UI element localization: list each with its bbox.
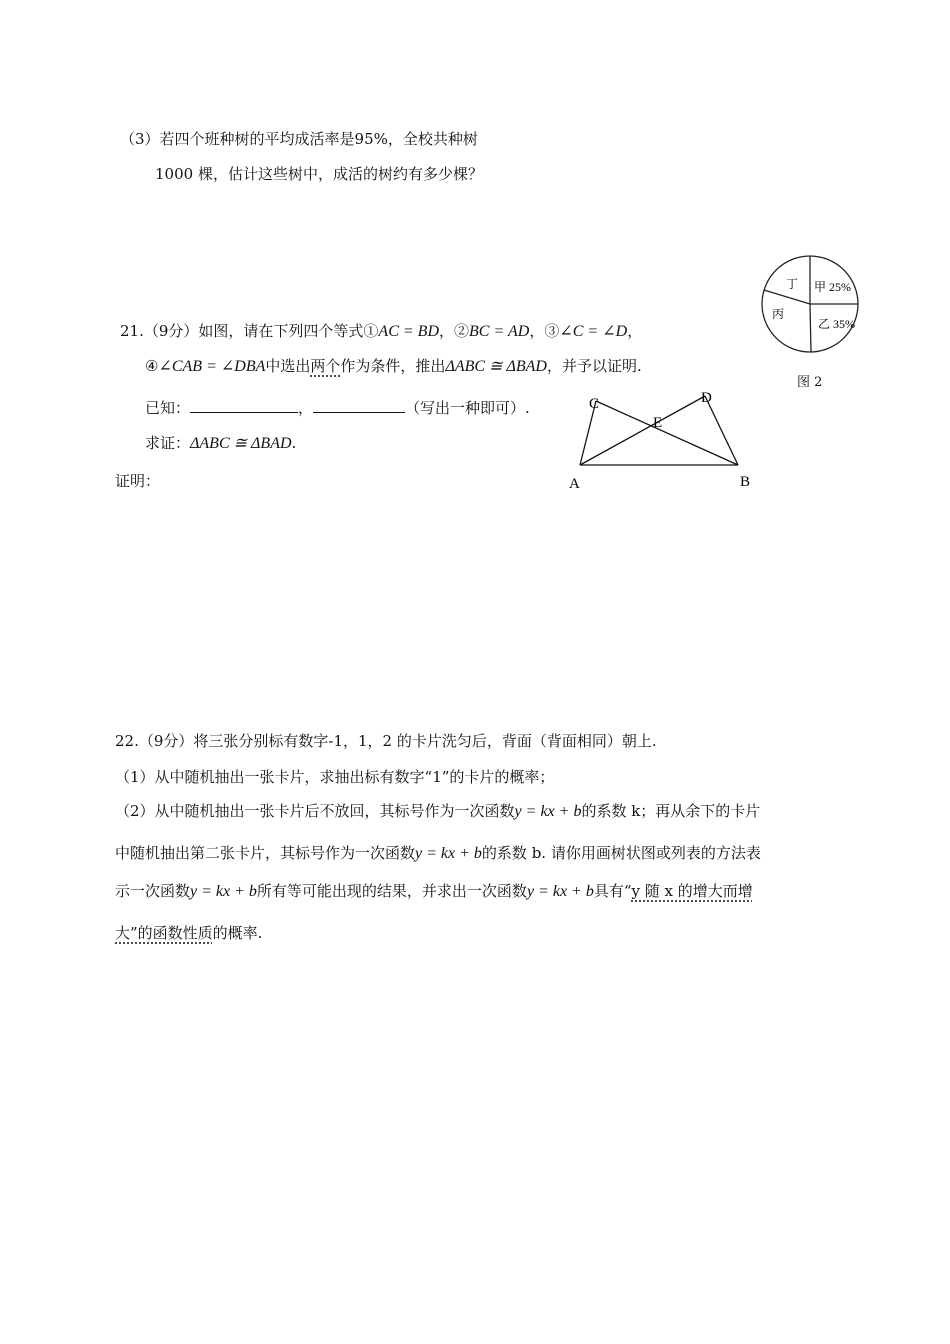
prove-dot: .: [291, 434, 297, 452]
prove-label: 求证：: [145, 434, 191, 452]
func-2: y = kx + b: [415, 845, 482, 862]
known-hint: （写出一种即可）.: [405, 399, 530, 417]
q21-emph: 两个: [310, 357, 341, 375]
known-comma: ，: [298, 399, 314, 417]
proof-label: 证明：: [115, 472, 161, 490]
cond3-num: ③: [544, 322, 560, 340]
q21-prove-line: [145, 432, 296, 453]
cond2-num: ②: [454, 322, 470, 340]
q22-line4-emph: y 随 x 的增大而增: [631, 882, 753, 900]
q22-part2-a: （2）从中随机抽出一张卡片后不放回，其标号作为一次函数: [115, 802, 515, 820]
q22-line4: [115, 842, 761, 863]
cond1: AC = BD: [378, 323, 439, 340]
q21-target: ΔABC ≅ ΔBAD: [445, 358, 547, 375]
q22-line4-c: 具有“: [593, 882, 632, 900]
q22-part2-b: 的系数 k；再从余下的卡片: [581, 802, 761, 820]
cond3: ∠C = ∠D: [559, 323, 628, 340]
prove-expr: ΔABC ≅ ΔBAD: [190, 435, 292, 452]
q22-line3: [115, 800, 760, 821]
q22-line4-a: 示一次函数: [115, 882, 191, 900]
cond4: ∠CAB = ∠DBA: [158, 358, 266, 375]
point-a-label: A: [569, 476, 580, 492]
q22-line3-b: 的系数 b. 请你用画树状图或列表的方法表: [481, 844, 761, 862]
q20-part3-line2: 1000 棵，估计这些树中，成活的树约有多少棵？: [155, 165, 483, 183]
point-c-label: C: [589, 396, 600, 412]
known-label: 已知：: [145, 399, 191, 417]
q22-line6: [115, 922, 262, 943]
q21-head: 21.（9分）如图，请在下列四个等式: [120, 322, 364, 340]
segment-cb: [596, 401, 738, 465]
point-b-label: B: [740, 474, 751, 490]
q21-known-line: [145, 397, 530, 418]
q21-tail: ，并予以证明.: [546, 357, 642, 375]
q22-line4-b: 所有等可能出现的结果，并求出一次函数: [256, 882, 527, 900]
q22-part1: （1）从中随机抽出一张卡片，求抽出标有数字“1”的卡片的概率；: [115, 768, 555, 786]
q22-line3-a: 中随机抽出第二张卡片，其标号作为一次函数: [115, 844, 416, 862]
q22-line5-tail: 的概率.: [212, 924, 263, 942]
known-blank-2[interactable]: [313, 398, 405, 413]
q22-head: 22.（9分）将三张分别标有数字-1，1，2 的卡片洗匀后，背面（背面相同）朝上.: [115, 732, 657, 750]
q21-line1: [120, 320, 642, 341]
pie-caption: 图 2: [797, 375, 823, 390]
func-1: y = kx + b: [514, 803, 582, 820]
geometry-figure: [560, 386, 760, 496]
pie-label-ding: 丁: [786, 277, 799, 291]
func-3: y = kx + b: [190, 883, 257, 900]
pie-chart: [758, 254, 862, 358]
sep2: ，: [529, 322, 545, 340]
cond4-num: ④: [145, 357, 159, 375]
q22-line5-emph: 大”的函数性质: [115, 924, 213, 942]
q20-part3-line1: （3）若四个班种树的平均成活率是95%，全校共种树: [120, 130, 478, 148]
pie-label-bing: 丙: [772, 307, 785, 321]
cond1-num: ①: [363, 322, 379, 340]
pie-label-yi: 乙 35%: [818, 317, 856, 331]
segment-bd: [705, 396, 738, 465]
func-4: y = kx + b: [526, 883, 594, 900]
cond2: BC = AD: [469, 323, 530, 340]
sep3: ，: [627, 322, 643, 340]
pie-label-jia: 甲 25%: [814, 280, 852, 294]
q21-mid: 中选出: [265, 357, 311, 375]
sep1: ，: [439, 322, 455, 340]
point-e-label: E: [653, 415, 663, 431]
q22-line5: [115, 880, 753, 901]
q21-line2: [145, 355, 642, 376]
q21-mid2: 作为条件，推出: [340, 357, 446, 375]
point-d-label: D: [701, 390, 712, 406]
known-blank-1[interactable]: [190, 398, 298, 413]
